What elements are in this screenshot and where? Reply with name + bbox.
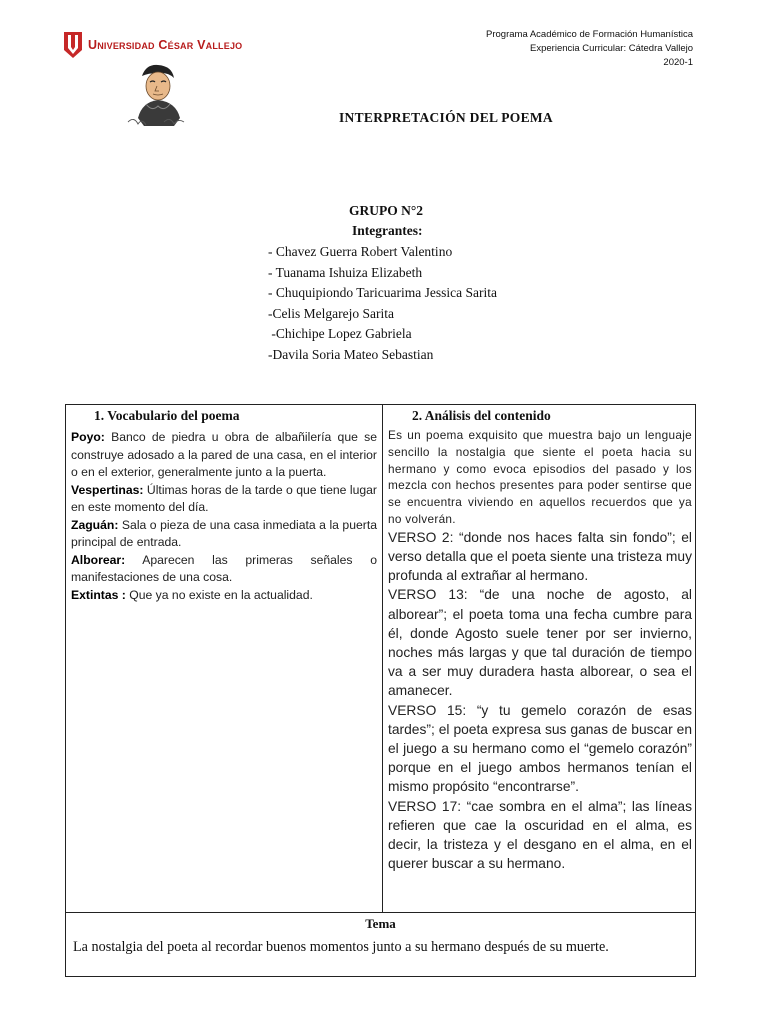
analysis-intro: Es un poema exquisito que muestra bajo un lenguaje sencillo la nostalgia que siente el poeta hacia su hermano y como evoca episodios del pasado y los mezcla con hechos presentes para poder sentirse que se encuentra viviendo en aquellos recuerdos que ya no volverán.: [388, 428, 692, 526]
theme-heading: Tema: [365, 916, 396, 931]
column-divider: [382, 405, 383, 912]
verse-analysis: VERSO 15: “y tu gemelo corazón de esas tardes”; el poeta expresa sus ganas de buscar en el juego a su hermano como el “gemelo corazón” porque en el juego ambos hermanos tenían el mismo propósito “encontrarse”.: [388, 702, 692, 795]
member-item: - Chavez Guerra Robert Valentino: [268, 244, 453, 259]
vocabulary-heading: 1. Vocabulario del poema: [94, 408, 240, 423]
course-header: [486, 28, 693, 70]
vocab-entry: [71, 587, 377, 605]
member-item: -Celis Melgarejo Sarita: [268, 305, 394, 321]
theme-text: La nostalgia del poeta al recordar buenos momentos junto a su hermano después de su muerte.: [73, 939, 609, 955]
vocab-entry: [71, 517, 377, 552]
program-name: Programa Académico de Formación Humanística: [486, 29, 693, 40]
row-divider: [66, 912, 695, 913]
member-item: -Davila Soria Mateo Sebastian: [268, 346, 434, 362]
vocab-definition: Aparecen las primeras señales o manifestaciones de una cosa.: [71, 552, 377, 584]
vocab-term: Extintas :: [71, 587, 126, 602]
poem-analysis-table: [65, 404, 696, 977]
vocab-entry: [71, 482, 377, 517]
vocab-entry: [71, 552, 377, 587]
member-item: - Chuquipiondo Taricuarima Jessica Sarita: [268, 285, 497, 300]
members-title: Integrantes:: [352, 223, 423, 238]
vocab-term: Alborear:: [71, 552, 126, 567]
period: 2020-1: [663, 57, 693, 68]
verse-analysis: VERSO 13: “de una noche de agosto, al alborear”; el poeta toma una fecha cumbre para él, donde Agosto suele tener por ser invierno, noches más largas y que tal duración de tiempo va a ser muy duradera hasta alborear, o sea el amanecer.: [388, 587, 692, 699]
vocabulary-cell: [71, 429, 377, 604]
vocab-definition: Que ya no existe en la actualidad.: [129, 587, 313, 602]
university-logo: [64, 30, 244, 60]
vocab-definition: Sala o pieza de una casa inmediata a la puerta principal de entrada.: [71, 517, 377, 549]
verse-analysis: VERSO 17: “cae sombra en el alma”; las líneas refieren que cae la oscuridad en el alma, es decir, la tristeza y el desgano en el alma, en el querer buscar a su hermano.: [388, 798, 692, 872]
ucv-shield-icon: [64, 32, 82, 58]
course-name: Experiencia Curricular: Cátedra Vallejo: [530, 43, 693, 54]
analysis-heading: 2. Análisis del contenido: [412, 408, 551, 423]
vocab-term: Zaguán:: [71, 517, 119, 532]
document-title: INTERPRETACIÓN DEL POEMA: [339, 110, 553, 125]
members-list: [268, 242, 497, 365]
analysis-cell: [388, 427, 692, 873]
vocab-term: Poyo:: [71, 430, 105, 444]
member-item: - Tuanama Ishuiza Elizabeth: [268, 264, 423, 280]
university-name: Universidad César Vallejo: [88, 38, 243, 52]
member-item: -Chichipe Lopez Gabriela: [268, 326, 412, 341]
vocab-term: Vespertinas:: [71, 482, 144, 497]
group-title: GRUPO N°2: [349, 203, 424, 218]
vocab-definition: Últimas horas de la tarde o que tiene lugar en este momento del día.: [71, 482, 377, 514]
verse-analysis: VERSO 2: “donde nos haces falta sin fondo”; el verso detalla que el poeta siente una tristeza muy profunda al extrañar al hermano.: [388, 529, 692, 584]
vocab-entry: [71, 429, 377, 482]
vocab-definition: Banco de piedra u obra de albañilería que se construye adosado a la pared de una casa, en el interior o en el exterior, generalmente junto a la puerta.: [71, 430, 377, 479]
